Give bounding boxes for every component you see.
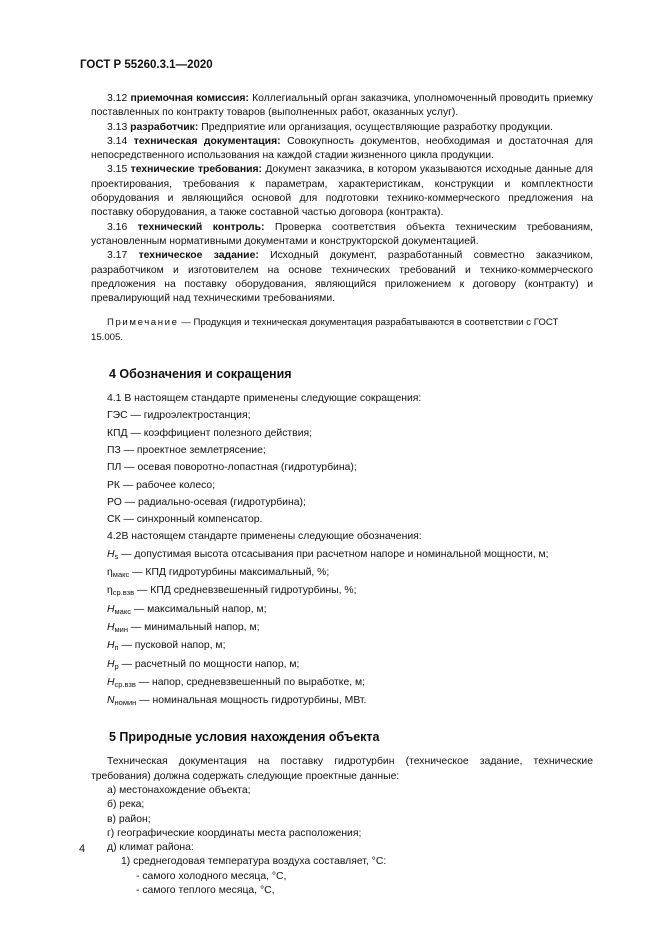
symbol-item [107,639,593,653]
symbol-base: H [107,658,115,670]
definition-3-16: 3.16 технический контроль: Проверка соответствия объекта техническим требованиям, установленным нормативными документами и конструкторской документацией. [91,221,593,247]
note [91,316,593,345]
abbreviation-item: КПД — коэффициент полезного действия; [107,427,313,439]
symbol-base: H [107,640,115,652]
symbol-description: — номинальная мощность гидротурбины, МВт. [136,695,367,707]
definition-text: Исходный документ, разработанный совместно заказчиком, разработчиком и изготовителем на основе технических требований и технико-коммерческого предложения на поставку оборудования, являющийся приложением к договору (контракту) и превалирующий над техническими требованиями. [91,250,593,305]
abbreviation-item: РК — рабочее колесо; [107,479,216,491]
symbol-description: — напор, средневзвешенный по выработке, м; [135,676,366,688]
definition-term: приемочная комиссия: [130,93,249,104]
definition-text: Предприятие или организация, осуществляющие разработку продукции. [198,121,553,133]
symbol-description: — расчетный по мощности напор, м; [118,658,300,670]
page-number: 4 [79,843,86,855]
document-header: ГОСТ Р 55260.3.1—2020 [80,59,213,71]
abbreviation-item: ПЗ — проектное землетрясение; [107,444,266,456]
definition-term: технические требования: [130,164,263,176]
definition-term: техническая документация: [133,135,281,147]
definition-3-17: 3.17 техническое задание: Исходный документ, разработанный совместно заказчиком, разработчиком и изготовителем на основе технических требований и технико-коммерческого предложения на поставку оборудования, являющийся приложением к договору (контракту) и превалирующий над техническими требованиями. [91,250,593,305]
definition-3-12: 3.12 приемочная комиссия: Коллегиальный орган заказчика, уполномоченный проводить приемку поставленных по контракту товаров (выполненных работ, оказанных услуг). [91,93,593,119]
symbol-item [107,676,593,690]
definition-3-13: 3.13 разработчик: Предприятие или организация, осуществляющие разработку продукции. [107,121,553,133]
symbol-description: — пусковой напор, м; [118,640,226,652]
list-subitem: 1) среднегодовая температура воздуха составляет, °С: [121,856,387,868]
section-4-title: 4 Обозначения и сокращения [109,367,292,382]
symbol-subscript: макс [114,606,131,616]
symbol-description: — максимальный напор, м; [130,603,267,615]
symbol-item [107,658,593,672]
symbol-subscript: ср.взв [112,588,135,598]
section-5-intro: Техническая документация на поставку гидротурбин (техническое задание, технические требования) должна содержать следующие проектные данные: [91,756,593,782]
symbol-description: — КПД средневзвешенный гидротурбины, %; [134,585,357,597]
list-subsubitem: - самого холодного месяца, °С, [136,870,287,882]
section-5-title: 5 Природные условия нахождения объекта [109,730,380,745]
symbol-subscript: п [114,643,119,653]
symbol-base: N [107,695,115,707]
list-subsubitem: - самого теплого месяца, °С, [136,885,275,897]
definition-text: Документ заказчика, в котором указываются исходные данные для проектирования, требования к параметрам, характеристикам, конструкции и комплектности оборудования и являющийся основой для подготовки технико-коммерческого предложения на поставку оборудования, а также составной частью договора (контракта). [91,164,593,219]
symbols-intro: 4.2В настоящем стандарте применены следующие обозначения: [107,531,422,543]
symbol-description: — минимальный напор, м; [128,621,260,633]
symbol-subscript: номин [114,698,137,708]
definition-text: Совокупность документов, необходимая и достаточная для непосредственного использования на каждой стадии жизненного цикла продукции. [91,135,594,162]
symbol-item [107,603,593,617]
symbol-item [107,566,593,580]
note-label: Примечание [107,317,179,329]
symbol-subscript: р [114,661,119,671]
symbol-subscript: макс [112,570,130,580]
definition-term: разработчик: [130,121,199,133]
symbol-base: H [107,548,115,560]
list-item: в) район; [107,813,151,825]
definition-3-14: 3.14 техническая документация: Совокупность документов, необходимая и достаточная для непосредственного использования на каждой стадии жизненного цикла продукции. [91,135,594,162]
symbol-item [107,584,593,598]
symbol-subscript: s [114,551,119,561]
symbol-item [107,548,593,562]
list-item: г) географические координаты места расположения; [107,827,362,839]
page-content [91,92,593,898]
symbol-subscript: мин [114,624,129,634]
symbol-item [107,621,593,635]
abbreviation-item: СК — синхронный компенсатор. [107,514,263,526]
symbol-item [107,694,593,708]
symbol-base: H [107,676,115,688]
symbol-base: H [107,603,115,615]
symbol-base: η [107,585,113,597]
definition-text: Коллегиальный орган заказчика, уполномоченный проводить приемку поставленных по контракту товаров (выполненных работ, оказанных услуг). [91,93,593,119]
abbreviations-intro: 4.1 В настоящем стандарте применены следующие сокращения: [107,393,422,405]
definition-term: технический контроль: [137,221,265,233]
list-item: б) река; [107,799,145,811]
note-text: — Продукция и техническая документация разрабатываются в соответствии с ГОСТ 15.005. [91,317,559,343]
symbol-description: — допустимая высота отсасывания при расчетном напоре и номинальной мощности, м; [118,548,549,560]
definition-text: Проверка соответствия объекта техническим требованиям, установленным нормативными документами и конструкторской документацией. [91,221,593,247]
definition-3-15: 3.15 технические требования: Документ заказчика, в котором указываются исходные данные для проектирования, требования к параметрам, характеристикам, конструкции и комплектности оборудования и являющийся основой для подготовки технико-коммерческого предложения на поставку оборудования, а также составной частью договора (контракта). [91,164,593,219]
symbol-description: — КПД гидротурбины максимальный, %; [129,567,330,579]
symbol-subscript: ср.взв [114,679,136,689]
list-item: а) местонахождение объекта; [107,784,251,796]
abbreviation-item: ПЛ — осевая поворотно-лопастная (гидротурбина); [107,462,357,474]
symbol-base: H [107,621,115,633]
list-item: д) климат района: [107,842,194,854]
definition-term: техническое задание: [138,250,259,262]
symbol-base: η [107,567,113,579]
abbreviation-item: РО — радиально-осевая (гидротурбина); [107,496,306,508]
abbreviation-item: ГЭС — гидроэлектростанция; [107,410,251,422]
